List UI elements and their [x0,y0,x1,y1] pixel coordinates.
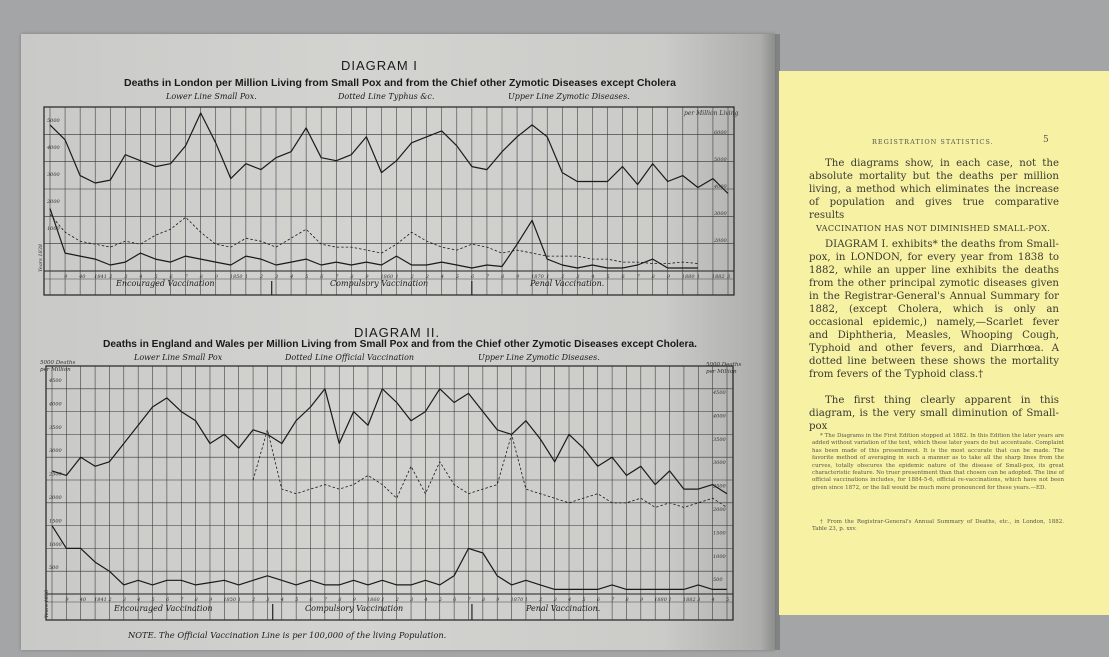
y-tick-label-left: 3000 [49,448,62,455]
diagram2-series-vaccination-line [253,430,727,508]
footnote-1: * The Diagrams in the First Edition stopped at 1882. In this Edition the later years are added without variation of the text, which these later years do but accentuate. Complaint has been made of this presentment. It is the most accurate that can be made. The favorite method of averaging in such a manner as to take all the sharp lines from the curves, totally obscures the epidemic nature of the disease of Small-pox, its great characteristic feature. No truer presentment than that chosen can be adopted. The line of official vaccinations includes, for 1884-5-6, official re-vaccinations, which have not been given since 1872, or the fall would be much more pronounced for these years.—ED. [812,433,1064,491]
y-tick-label-right: 1500 [713,530,726,537]
y-tick-label-right: 6000 [714,130,727,136]
diagram2-series-zymotic-line [52,389,727,494]
y-tick-label-left: 3000 [47,172,60,178]
year-tick-label: 6 [309,597,313,603]
year-tick-label: 8 [338,597,342,603]
year-tick-label: 7 [335,274,339,280]
year-tick-label: 1870 [531,274,544,280]
year-tick-label: 1 [546,274,550,280]
year-tick-label: 4 [290,274,294,280]
year-tick-label: 4 [591,274,595,280]
y-tick-label-right: 500 [713,577,723,584]
paragraph-1: The diagrams show, in each case, not the absolute mortality but the deaths per million living, a method which eliminates the increase of population and gives true comparative results [809,158,1059,221]
y-tick-label-left: 1000 [47,226,60,232]
year-tick-label: 1 [244,274,249,280]
year-tick-label: 1 [395,274,399,280]
diagram2-period-penal: Penal Vaccination. [526,604,601,613]
section-heading: VACCINATION HAS NOT DIMINISHED SMALL-POX. [816,223,1051,233]
year-tick-label: 9 [516,274,520,280]
year-tick-label: 1841 [94,597,107,603]
diagram1-title: DIAGRAM I [341,58,418,73]
year-tick-label: 4 [280,597,284,603]
year-tick-label: 6 [596,597,600,603]
y-tick-label-right: 4000 [713,413,726,420]
year-tick-label: 1860 [380,274,394,280]
year-tick-label: 9 [352,597,356,603]
year-tick-label: 8 [651,274,655,280]
diagram2-legend-smallpox: Lower Line Small Pox [134,353,223,362]
year-tick-label: 5 [295,597,299,603]
diagram1-legend-smallpox: Lower Line Small Pox. [166,92,257,101]
year-tick-label: 5 [151,597,155,603]
year-tick-label: 9 [64,274,68,280]
diagram2-frame [46,366,733,620]
year-tick-label: 1 [524,597,529,603]
year-tick-label: 1841 [94,274,107,280]
year-tick-label: 4 [139,274,143,280]
year-tick-label: 8 [194,597,198,603]
year-tick-label: 4 [440,274,444,280]
year-tick-label: 9 [365,274,369,280]
year-tick-label: 9 [666,274,670,280]
y-tick-label-left: 4500 [49,378,62,384]
year-tick-label: 7 [184,274,188,280]
year-tick-label: 9 [214,274,218,280]
paragraph-3: The first thing clearly apparent in this diagram, is the very small diminution of Small-pox [809,395,1059,432]
year-tick-label: 6 [453,597,457,603]
year-tick-label: 8 [350,274,354,280]
diagram2-note: NOTE. The Official Vaccination Line is per 100,000 of the living Population. [128,630,447,640]
running-head: REGISTRATION STATISTICS. [872,138,994,146]
year-tick-label: 1882 [682,597,696,603]
diagram1-chart [44,107,734,295]
year-tick-label: 1 [696,274,701,280]
year-tick-label: 3 [410,597,414,603]
year-tick-label: 5 [154,274,158,280]
y-tick-label-left: 2000 [47,199,60,205]
diagram2-years-label: Years 1838 [44,589,50,618]
diagram2-chart [46,366,733,620]
book-page [779,71,1109,615]
y-tick-label-right: 3500 [713,436,726,443]
y-tick-label-right: 2000 [713,507,726,513]
year-tick-label: 7 [611,597,615,603]
year-tick-label: 3 [266,597,270,603]
year-tick-label: 1 [381,597,385,603]
y-tick-label-left: 1000 [49,541,62,548]
y-tick-label-left: 2000 [49,495,62,501]
diagram1-unit-label: per Million Living [684,110,739,117]
diagram2-title: DIAGRAM II. [354,325,441,340]
year-tick-label: 9 [639,597,644,603]
year-tick-label: 3 [553,597,557,603]
y-tick-label-right: 5000 [714,157,727,163]
year-tick-label: 4 [711,597,715,603]
y-tick-label-left: 4000 [49,401,62,408]
year-tick-label: 5 [438,597,442,603]
year-tick-label: 3 [697,597,701,603]
diagram1-legend-typhus: Dotted Line Typhus &c. [338,92,435,101]
y-tick-label-right: 3000 [713,460,726,467]
year-tick-label: 5 [606,274,610,280]
y-tick-label-left: 2500 [49,471,62,478]
year-tick-label: 9 [496,597,500,603]
year-tick-label: 2 [252,597,256,603]
year-tick-label: 6 [165,597,170,603]
year-tick-label: 40 [79,274,86,280]
year-tick-label: 2 [539,597,543,603]
diagram1-years-label: Years 1838 [38,243,44,272]
year-tick-label: 7 [485,274,490,280]
year-tick-label: 5 [305,274,309,280]
diagram1-legend-zymotic: Upper Line Zymotic Diseases. [508,92,630,101]
y-tick-label-right: 4500 [713,390,726,396]
y-tick-label-right: 2000 [714,238,727,244]
y-tick-label-right: 4000 [714,184,727,190]
year-tick-label: 4 [424,597,428,603]
year-tick-label: 3 [576,274,580,280]
year-tick-label: 4 [137,597,141,603]
diagram2-corner-left: 5000 Deaths per Million [40,360,76,373]
footnote-2: † From the Registrar-General's Annual Summary of Deaths, etc., in London, 1882. Table 23, p. xxv. [812,519,1064,533]
year-tick-label: 1870 [510,597,524,603]
year-tick-label: 6 [621,274,625,280]
year-tick-label: 1880 [654,597,667,603]
year-tick-label: 2 [109,274,113,280]
year-tick-label: 6 [470,274,475,280]
year-tick-label: 5 [582,597,586,603]
diagram2-period-compulsory: Compulsory Vaccination [305,604,404,613]
year-tick-label: 9 [208,597,213,603]
year-tick-label: 3 [425,274,429,280]
year-tick-label: 1882 [711,274,725,280]
year-tick-label: 3 [727,274,731,280]
year-tick-label: 1860 [366,597,380,603]
diagram1-subtitle: Deaths in London per Million Living from Small Pox and from the Chief other Zymotic Diseases except Cholera [124,77,676,89]
year-tick-label: 6 [320,274,324,280]
diagram1-period-compulsory: Compulsory Vaccination [330,279,429,288]
diagram1-period-penal: Penal Vaccination. [530,279,605,288]
y-tick-label-left: 3500 [49,424,62,431]
year-tick-label: 3 [124,274,128,280]
year-tick-label: 6 [169,274,173,280]
y-tick-label-right: 1000 [713,553,726,560]
year-tick-label: 3 [122,597,126,603]
year-tick-label: 7 [180,597,184,603]
year-tick-label: 2 [395,597,399,603]
diagram1-series-smallpox-line [50,208,698,268]
diagram2-legend-zymotic: Upper Line Zymotic Diseases. [478,353,600,362]
y-tick-label-left: 500 [49,565,59,572]
year-tick-label: 40 [79,597,87,603]
year-tick-label: 4 [568,597,572,603]
year-tick-label: 2 [410,274,414,280]
year-tick-label: 2 [259,274,264,280]
year-tick-label: 8 [481,597,486,603]
y-tick-label-right: 3000 [714,211,727,217]
year-tick-label: 1 [668,597,672,603]
paragraph-2: DIAGRAM I. exhibits* the deaths from Small-pox, in LONDON, for every year from 1838 to 1882, while an upper line exhibits the deaths from the other principal zymotic diseases given in the Registrar-General's Annual Summary for 1882, (except Cholera, which is only an occasional epidemic,) namely,—Scarlet fever and Diphtheria, Measles, Whooping Cough, Typhoid and other fevers, and Diarrhœa. A dotted line between these shows the mortality from fevers of the Typhoid class.† [809,239,1059,380]
year-tick-label: 9 [65,597,69,603]
page-number: 5 [1043,135,1049,145]
year-tick-label: 7 [323,597,328,603]
y-tick-label-left: 1500 [49,518,62,525]
y-tick-label-left: 5000 [47,118,60,124]
diagram1-series-zymotic-line [50,113,728,194]
y-tick-label-left: 4000 [47,145,60,151]
diagram2-corner-right: 5000 Deaths per Million [706,362,742,375]
diagram2-series-smallpox-line [52,526,727,590]
year-tick-label: 8 [199,274,203,280]
year-tick-label: 2 [108,597,112,603]
year-tick-label: 7 [636,274,640,280]
year-tick-label: 8 [501,274,505,280]
year-tick-label: 1850 [229,274,243,280]
year-tick-label: 1880 [681,274,695,280]
year-tick-label: 8 [625,597,629,603]
year-tick-label: 7 [467,597,471,603]
year-tick-label: 5 [726,597,730,603]
year-tick-label: 2 [561,274,565,280]
diagram2-legend-vaccination: Dotted Line Official Vaccination [285,353,415,362]
year-tick-label: 3 [275,274,279,280]
diagram1-period-encouraged: Encouraged Vaccination [116,279,215,288]
y-tick-label-right: 2500 [713,483,726,490]
diagram2-subtitle: Deaths in England and Wales per Million Living from Small Pox and from the Chief other Zymotic Diseases except Cholera. [103,339,698,350]
diagram2-period-encouraged: Encouraged Vaccination [114,604,213,613]
year-tick-label: 5 [455,274,459,280]
year-tick-label: 1850 [223,597,237,603]
year-tick-label: 1 [237,597,241,603]
